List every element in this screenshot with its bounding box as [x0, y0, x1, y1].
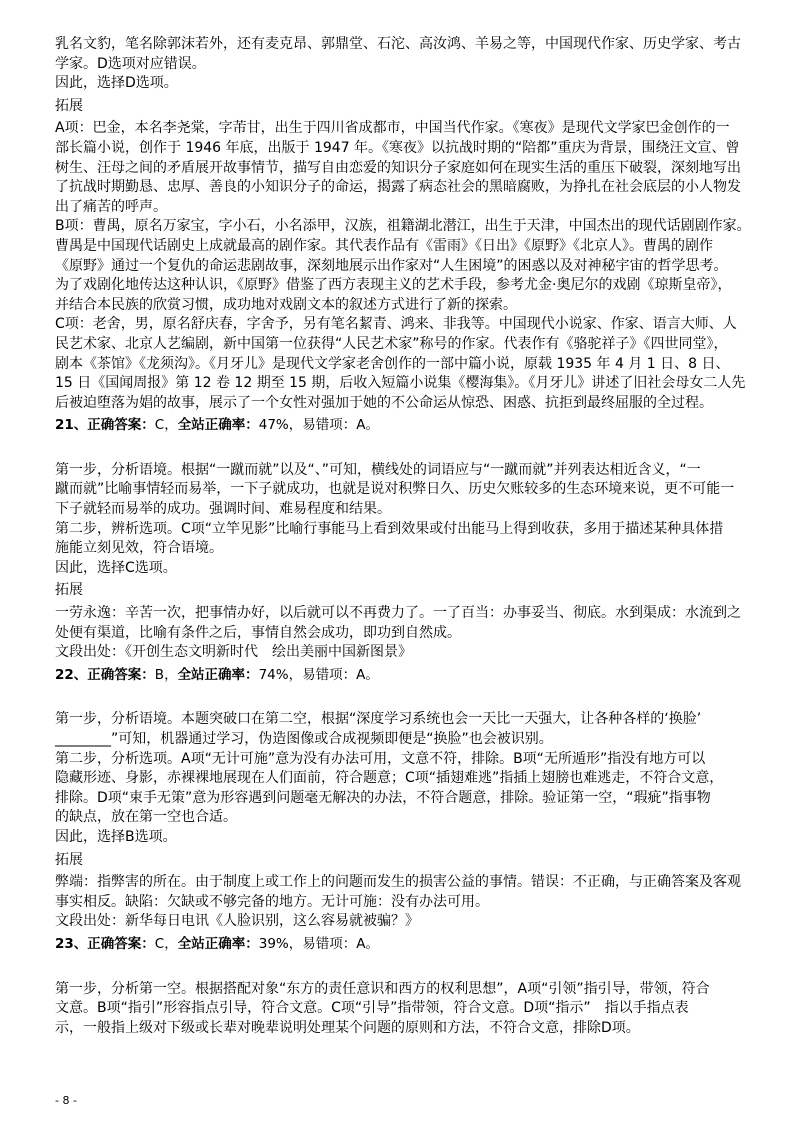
accuracy-label: 全站正确率： — [177, 417, 259, 434]
correct-answer-label: 正确答案： — [87, 935, 155, 952]
text-line: 学家。D选项对应错误。 — [55, 55, 206, 72]
separator: 、 — [73, 666, 88, 683]
text-line: 因此，选择B选项。 — [55, 828, 177, 845]
accuracy-label: 全站正确率： — [177, 666, 259, 683]
text-line: 第一步，分析语境。本题突破口在第二空，根据“深度学习系统也会一天比一天强大，让各种各样的‘换脸’ — [55, 711, 702, 728]
separator: 。 — [365, 417, 379, 434]
correct-answer-label: 正确答案： — [87, 666, 155, 683]
text-line: 后被迫堕落为娼的故事，展示了一个女性对强加于她的不公命运从惊恐、困惑、抗拒到最终屈服的全过程。 — [55, 394, 713, 411]
text-line: 文段出处：新华每日电讯《人脸识别，这么容易就被骗？》 — [55, 913, 419, 930]
answer-header — [55, 416, 745, 436]
text-line: A项：巴金，本名李尧棠，字芾甘，出生于四川省成都市，中国当代作家。《寒夜》是现代文学家巴金创作的一 — [55, 120, 730, 137]
separator: 、 — [73, 935, 88, 952]
question-number-group — [55, 417, 155, 433]
text-line: 一劳永逸：辛苦一次，把事情办好，以后就可以不再费力了。一了百当：办事妥当、彻底。水到渠成：水流到之 — [55, 605, 741, 622]
correct-answer-label: 正确答案： — [87, 417, 155, 434]
separator: ， — [164, 417, 178, 434]
text-line: 蹴而就”比喻事情轻而易举，一下子就成功，也就是说对积弊日久、历史欠账较多的生态环境来说，更不可能一 — [55, 481, 735, 498]
common-wrong-value: A — [356, 666, 366, 683]
section-heading-extension: 拓展 — [55, 97, 83, 114]
separator: 。 — [365, 935, 379, 952]
text-line: 15 日《国闻周报》第 12 卷 12 期至 15 期，后收入短篇小说集《樱海集》。《月牙儿》讲述了旧社会母女二人先 — [55, 375, 746, 392]
separator: 、 — [73, 417, 88, 434]
text-line: ________”可知，机器通过学习，伪造图像或合成视频即便是“换脸”也会被识别。 — [55, 731, 553, 747]
separator: ， — [288, 666, 303, 683]
paragraph — [55, 710, 745, 847]
answer-header — [55, 666, 745, 686]
text-line: 剧本《茶馆》《龙须沟》。《月牙儿》是现代文学家老舍创作的一部中篇小说，原载 1935 年 4 月 1 日、8 日、 — [55, 355, 730, 372]
text-line: 文意。B项“指引”形容指点引导，符合文意。C项“引导”指带领，符合文意。D项“指示” 指以手指点表 — [55, 1000, 689, 1017]
correct-answer-value: B — [154, 666, 165, 683]
text-line: 出了痛苦的呼声。 — [55, 198, 167, 215]
text-line: 排除。D项“束手无策”意为形容遇到问题毫无解决的办法，不符合题意，排除。验证第一空，“瑕疵”指事物 — [55, 789, 711, 806]
separator: 。 — [365, 666, 379, 683]
accuracy-value: 39% — [258, 935, 289, 952]
common-wrong-label: 易错项： — [302, 935, 357, 952]
paragraph — [55, 119, 751, 413]
separator: ， — [164, 935, 178, 952]
text-line: 《原野》通过一个复仇的命运悲剧故事，深刻地展示出作家对“人生困境”的困惑以及对神秘宇宙的哲学思考。 — [55, 257, 728, 274]
page-number: - 8 - — [55, 1094, 77, 1107]
paragraph — [55, 35, 745, 94]
text-line: 隐藏形迹、身影，赤裸裸地展现在人们面前，符合题意；C项“插翅难逃”指插上翅膀也难逃走，不符合文意， — [55, 770, 724, 787]
text-line: 处便有渠道，比喻有条件之后，事情自然会成功，即功到自然成。 — [55, 624, 461, 641]
text-line: 第二步，分析选项。A项“无计可施”意为没有办法可用，文意不符，排除。B项“无所遁形”指没有地方可以 — [55, 750, 706, 767]
common-wrong-value: A — [356, 417, 366, 434]
question-number: 22 — [55, 666, 74, 683]
text-line: 民艺术家、北京人艺编剧，新中国第一位获得“人民艺术家”称号的作家。代表作有《骆驼祥子》《四世同堂》， — [55, 335, 728, 352]
document-body — [55, 35, 751, 1038]
question-number: 23 — [55, 935, 74, 952]
separator: ， — [288, 417, 303, 434]
text-line: 并结合本民族的欣赏习惯，成功地对戏剧文本的叙述方式进行了新的探索。 — [55, 296, 517, 313]
paragraph — [55, 461, 745, 579]
accuracy-label: 全站正确率： — [177, 935, 259, 952]
separator: ， — [288, 935, 303, 952]
separator: ， — [164, 666, 178, 683]
common-wrong-label: 易错项： — [302, 666, 357, 683]
common-wrong-label: 易错项： — [302, 417, 357, 434]
text-line: 事实相反。缺陷：欠缺或不够完备的地方。无计可施：没有办法可用。 — [55, 893, 489, 910]
text-line: 第一步，分析第一空。根据搭配对象“东方的责任意识和西方的权利思想”，A项“引领”指引导，带领，符合 — [55, 980, 710, 997]
text-line: 的缺点，放在第一空也合适。 — [55, 809, 237, 826]
text-line: 示，一般指上级对下级或长辈对晚辈说明处理某个问题的原则和方法，不符合文意，排除D项。 — [55, 1019, 640, 1036]
section-heading-extension: 拓展 — [55, 582, 83, 599]
text-line: 为了戏剧化地传达这种认识，《原野》借鉴了西方表现主义的艺术手段，参考尤金·奥尼尔的戏剧《琼斯皇帝》， — [55, 277, 732, 294]
question-number: 21 — [55, 417, 74, 434]
text-line: 因此，选择D选项。 — [55, 75, 178, 92]
text-line: 了抗战时期勤恳、忠厚、善良的小知识分子的命运，揭露了病态社会的黑暗腐败，为挣扎在社会底层的小人物发 — [55, 179, 741, 196]
question-number-group — [55, 667, 155, 683]
paragraph — [55, 980, 745, 1039]
common-wrong-value: A — [356, 935, 366, 952]
answer-header — [55, 935, 745, 955]
accuracy-value: 47% — [258, 417, 289, 434]
correct-answer-value: C — [154, 417, 165, 434]
section-heading-extension: 拓展 — [55, 851, 83, 868]
text-line: 部长篇小说，创作于 1946 年底，出版于 1947 年。《寒夜》以抗战时期的“陪都”重庆为背景，围绕汪文宣、曾 — [55, 139, 740, 156]
text-line: C项：老舍，男，原名舒庆春，字舍予，另有笔名絜青、鸿来、非我等。中国现代小说家、作家、语言大师、人 — [55, 316, 737, 333]
paragraph — [55, 604, 745, 663]
text-line: 第一步，分析语境。根据“一蹴而就”以及“、”可知，横线处的词语应与“一蹴而就”并列表达相近含义，“一 — [55, 461, 701, 478]
text-line: 因此，选择C选项。 — [55, 559, 177, 576]
text-line: 乳名文豹，笔名除郭沫若外，还有麦克昂、郭鼎堂、石沱、高汝鸿、羊易之等，中国现代作家、历史学家、考古 — [55, 36, 741, 52]
text-line: 树生、汪母之间的矛盾展开故事情节，描写自由恋爱的知识分子家庭如何在现实生活的重压下破裂，深刻地写出 — [55, 159, 741, 176]
text-line: 下子就轻而易举的成功。强调时间、难易程度和结果。 — [55, 501, 391, 518]
question-number-group — [55, 936, 155, 952]
text-line: 文段出处：《开创生态文明新时代 绘出美丽中国新图景》 — [55, 644, 412, 661]
text-line: 曹禺是中国现代话剧史上成就最高的剧作家。其代表作品有《雷雨》《日出》《原野》《北京人》。曹禺的剧作 — [55, 237, 713, 254]
text-line: 第二步，辨析选项。C项“立竿见影”比喻行事能马上看到效果或付出能马上得到收获，多用于描述某种具体措 — [55, 520, 724, 537]
accuracy-value: 74% — [258, 666, 289, 683]
text-line: 弊端：指弊害的所在。由于制度上或工作上的问题而发生的损害公益的事情。错误：不正确，与正确答案及客观 — [55, 874, 741, 891]
text-line: B项：曹禺，原名万家宝，字小石，小名添甲，汉族，祖籍湖北潜江，出生于天津，中国杰出的现代话剧剧作家。 — [55, 218, 751, 235]
paragraph — [55, 873, 745, 932]
correct-answer-value: C — [154, 935, 165, 952]
text-line: 施能立刻见效，符合语境。 — [55, 540, 223, 557]
